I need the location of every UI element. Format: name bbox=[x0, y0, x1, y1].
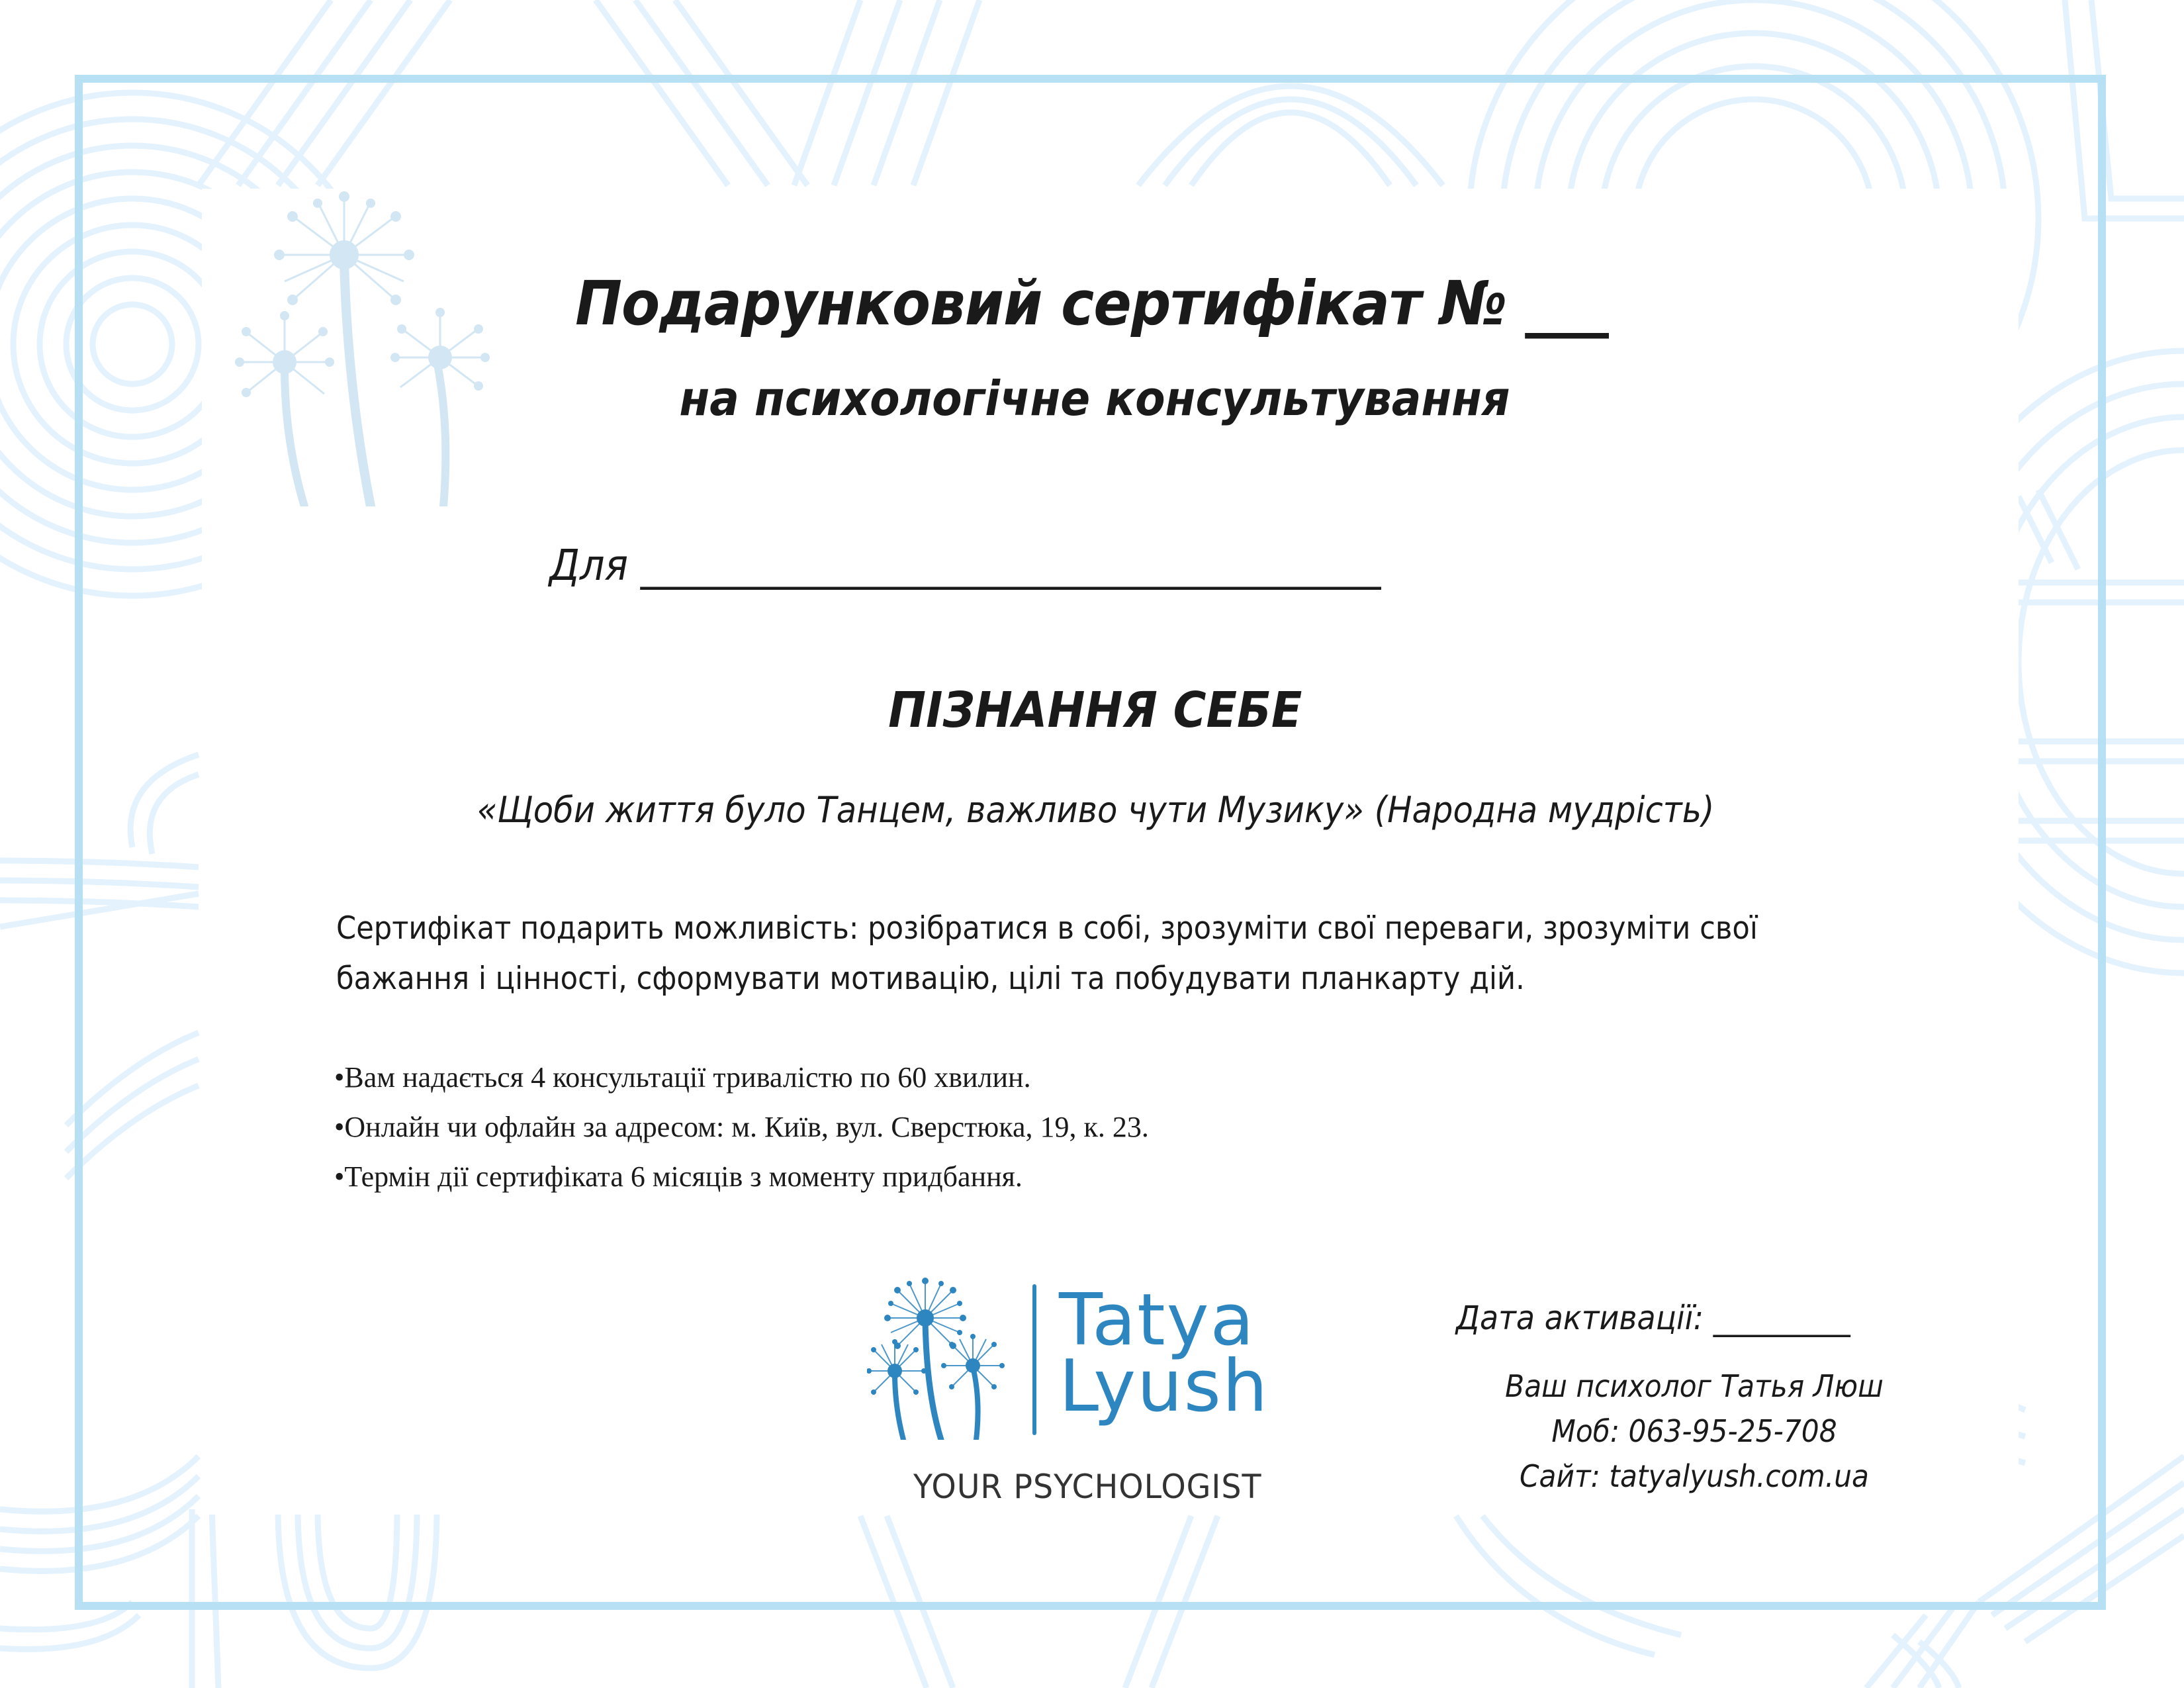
activation-blank: _________ bbox=[1713, 1299, 1850, 1337]
description-line: Сертифікат подарить можливість: розібратися в собі, зрозуміти свої переваги, зрозуміти свої bbox=[336, 910, 1758, 947]
logo-name-first: Tatya bbox=[1059, 1279, 1255, 1362]
program-name: ПІЗНАННЯ СЕБЕ bbox=[888, 682, 1302, 739]
recipient-line bbox=[549, 541, 1381, 590]
logo-name-last: Lyush bbox=[1059, 1345, 1269, 1428]
logo-divider bbox=[1032, 1284, 1036, 1435]
description-line: бажання і цінності, сформувати мотивацію, цілі та побудувати планкарту дій. bbox=[336, 961, 1525, 997]
phone-number: Моб: 063-95-25-708 bbox=[1551, 1413, 1837, 1449]
logo-name bbox=[1059, 1279, 1269, 1428]
terms-item: •Вам надається 4 консультації тривалістю по 60 хвилин. bbox=[334, 1061, 1031, 1094]
brand-logo bbox=[867, 1274, 1350, 1513]
terms-item: •Термін дії сертифіката 6 місяців з моменту придбання. bbox=[334, 1160, 1023, 1193]
certificate-subtitle: на психологічне консультування bbox=[679, 371, 1510, 426]
certificate-title: Подарунковий сертифікат № ___ bbox=[575, 268, 1608, 339]
quote: «Щоби життя було Танцем, важливо чути Музику» (Народна мудрість) bbox=[477, 789, 1715, 831]
terms-item: •Онлайн чи офлайн за адресом: м. Київ, вул. Сверстюка, 19, к. 23. bbox=[334, 1111, 1149, 1143]
recipient-blank: ______________________________________ bbox=[640, 541, 1381, 590]
activation-label: Дата активації: bbox=[1456, 1299, 1704, 1337]
dandelion-icon bbox=[867, 1274, 1026, 1440]
dandelion-decoration-icon bbox=[218, 189, 503, 506]
terms-list bbox=[334, 1053, 1149, 1201]
website: Сайт: tatyalyush.com.ua bbox=[1520, 1458, 1869, 1494]
psychologist-name: Ваш психолог Татья Люш bbox=[1505, 1368, 1884, 1404]
logo-tagline: YOUR PSYCHOLOGIST bbox=[913, 1468, 1262, 1506]
activation-date bbox=[1456, 1299, 1850, 1337]
recipient-label: Для bbox=[549, 541, 629, 590]
description bbox=[336, 904, 1758, 1004]
contact-info bbox=[1463, 1364, 1925, 1499]
